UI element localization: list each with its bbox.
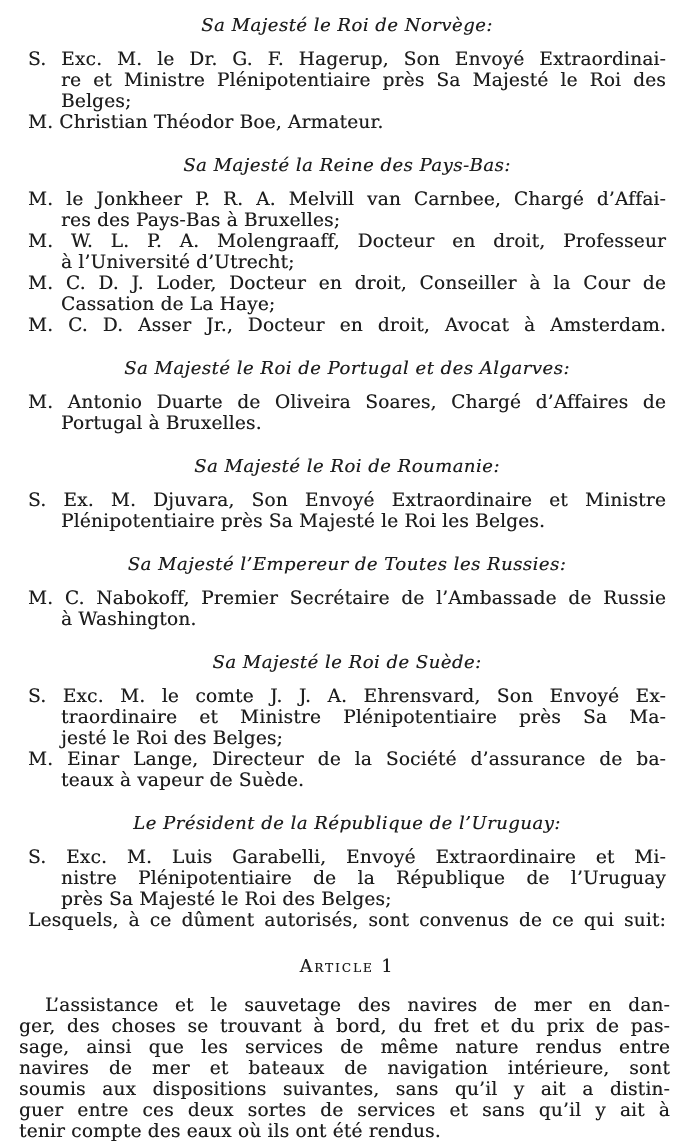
country-heading: Sa Majesté le Roi de Suède: bbox=[212, 652, 482, 673]
text-line: nistre Plénipotentiaire de la République de l’Uruguay bbox=[61, 868, 666, 889]
entry-paragraph bbox=[28, 392, 666, 434]
country-heading: Sa Majesté l’Empereur de Toutes les Russies: bbox=[127, 554, 567, 575]
text-line: Belges; bbox=[61, 91, 132, 112]
text-line: re et Ministre Plénipotentiaire près Sa Majesté le Roi des bbox=[61, 70, 666, 91]
entry-paragraph bbox=[28, 231, 666, 273]
entry-paragraph bbox=[28, 315, 666, 336]
country-heading: Sa Majesté le Roi de Norvège: bbox=[201, 15, 493, 36]
entry-paragraph bbox=[28, 588, 666, 630]
text-line: traordinaire et Ministre Plénipotentiaire près Sa Ma- bbox=[61, 707, 666, 728]
text-line: S. Ex. M. Djuvara, Son Envoyé Extraordinaire et Ministre bbox=[28, 490, 666, 511]
text-line: à Washington. bbox=[61, 609, 197, 630]
text-line: près Sa Majesté le Roi des Belges; bbox=[61, 889, 392, 910]
text-line: Cassation de La Haye; bbox=[61, 294, 276, 315]
text-line: M. C. Nabokoff, Premier Secrétaire de l’Ambassade de Russie bbox=[28, 588, 666, 609]
entry-paragraph bbox=[28, 112, 666, 133]
text-line: ger, des choses se trouvant à bord, du fret et du prix de pas- bbox=[19, 1016, 670, 1037]
text-line: res des Pays-Bas à Bruxelles; bbox=[61, 210, 341, 231]
entry-paragraph bbox=[28, 273, 666, 315]
text-line: M. C. D. Asser Jr., Docteur en droit, Avocat à Amsterdam. bbox=[28, 315, 666, 336]
text-line: sage, ainsi que les services de même nature rendus entre bbox=[19, 1037, 670, 1058]
text-line: M. Christian Théodor Boe, Armateur. bbox=[28, 112, 384, 133]
entry-paragraph bbox=[28, 686, 666, 749]
text-line: S. Exc. M. le comte J. J. A. Ehrensvard, Son Envoyé Ex- bbox=[28, 686, 666, 707]
text-line: Plénipotentiaire près Sa Majesté le Roi les Belges. bbox=[61, 511, 546, 532]
text-line: teaux à vapeur de Suède. bbox=[61, 770, 305, 791]
entry-paragraph bbox=[28, 910, 666, 931]
country-heading: Sa Majesté le Roi de Roumanie: bbox=[194, 456, 500, 477]
country-heading: Sa Majesté le Roi de Portugal et des Algarves: bbox=[124, 358, 570, 379]
country-heading: Sa Majesté la Reine des Pays-Bas: bbox=[183, 155, 511, 176]
article-heading: Article 1 bbox=[299, 957, 395, 977]
text-line: Portugal à Bruxelles. bbox=[61, 413, 262, 434]
text-line: soumis aux dispositions suivantes, sans qu’il y ait a distin- bbox=[19, 1079, 670, 1100]
text-line: M. C. D. J. Loder, Docteur en droit, Conseiller à la Cour de bbox=[28, 273, 666, 294]
text-line: guer entre ces deux sortes de services et sans qu’il y ait à bbox=[19, 1100, 670, 1121]
text-line: S. Exc. M. le Dr. G. F. Hagerup, Son Envoyé Extraordinai- bbox=[28, 49, 666, 70]
entry-paragraph bbox=[28, 490, 666, 532]
country-heading: Le Président de la République de l’Uruguay: bbox=[133, 813, 561, 834]
text-line: M. W. L. P. A. Molengraaff, Docteur en droit, Professeur bbox=[28, 231, 666, 252]
text-line: S. Exc. M. Luis Garabelli, Envoyé Extraordinaire et Mi- bbox=[28, 847, 666, 868]
text-line: tenir compte des eaux où ils ont été rendus. bbox=[19, 1121, 441, 1142]
text-line: à l’Université d’Utrecht; bbox=[61, 252, 295, 273]
text-line: M. Antonio Duarte de Oliveira Soares, Chargé d’Affaires de bbox=[28, 392, 666, 413]
text-line: L’assistance et le sauvetage des navires de mer en dan- bbox=[45, 995, 670, 1016]
text-line: navires de mer et bateaux de navigation intérieure, sont bbox=[19, 1058, 670, 1079]
text-line: M. Einar Lange, Directeur de la Société d’assurance de ba- bbox=[28, 749, 666, 770]
text-line: jesté le Roi des Belges; bbox=[61, 728, 283, 749]
entry-paragraph bbox=[28, 749, 666, 791]
text-line: M. le Jonkheer P. R. A. Melvill van Carnbee, Chargé d’Affai- bbox=[28, 189, 666, 210]
entry-paragraph bbox=[28, 847, 666, 910]
article-paragraph bbox=[19, 995, 670, 1142]
text-line: Lesquels, à ce dûment autorisés, sont convenus de ce qui suit: bbox=[28, 910, 666, 931]
entry-paragraph bbox=[28, 49, 666, 112]
entry-paragraph bbox=[28, 189, 666, 231]
